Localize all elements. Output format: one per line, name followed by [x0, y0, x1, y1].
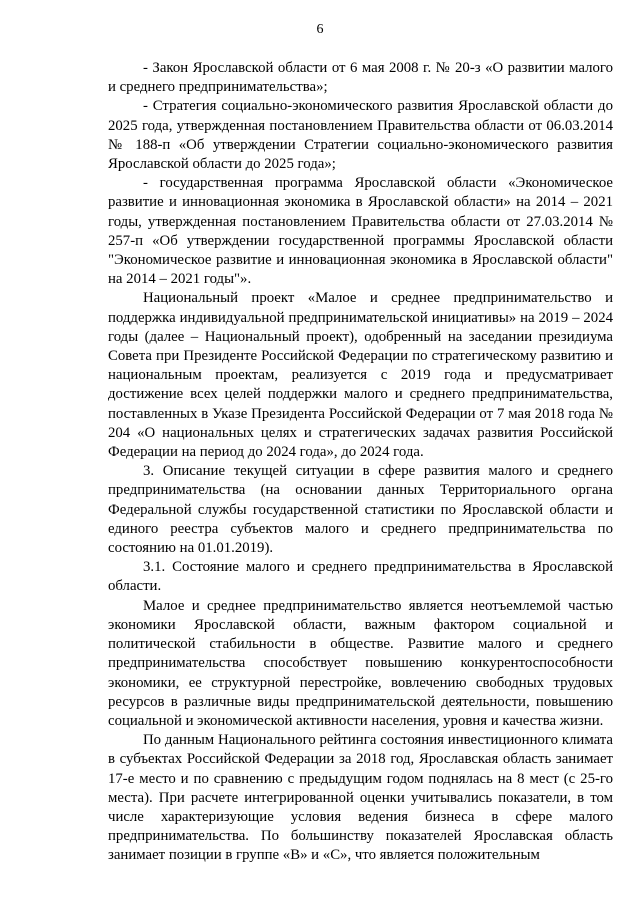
paragraph-sme-importance: Малое и среднее предпринимательство является неотъемлемой частью экономики Ярославской области, важным фактором социальной и политической стабильности в обществе. Развитие малого и среднего предпринимательства способствует повышению конкурентоспособности экономики, ее структурной перестройке, вовлечению свободных трудовых ресурсов в различные виды предпринимательской деятельности, повышению социальной и экономической активности населения, уровня и качества жизни.	[108, 597, 613, 729]
paragraph-strategy-reference: - Стратегия социально-экономического развития Ярославской области до 2025 года, утвержденная постановлением Правительства области от 06.03.2014 № 188-п «Об утверждении Стратегии социально-экономического развития Ярославской области до 2025 года»;	[108, 98, 613, 173]
page-number: 6	[316, 22, 324, 37]
paragraph-law-reference: - Закон Ярославской области от 6 мая 2008 г. № 20-з «О развитии малого и среднего предпринимательства»;	[108, 60, 613, 96]
section-heading-3-1: 3.1. Состояние малого и среднего предпринимательства в Ярославской области.	[108, 559, 613, 595]
document-body	[108, 59, 613, 866]
paragraph-state-program-reference: - государственная программа Ярославской области «Экономическое развитие и инновационная экономика в Ярославской области» на 2014 – 2021 годы, утвержденная постановлением Правительства области от 27.03.2014 № 257-п «Об утверждении государственной программы Ярославской области "Экономическое развитие и инновационная экономика в Ярославской области" на 2014 – 2021 годы"».	[108, 175, 613, 288]
paragraph-national-project: Национальный проект «Малое и среднее предпринимательство и поддержка индивидуальной предпринимательской инициативы» на 2019 – 2024 годы (далее – Национальный проект), одобренный на заседании президиума Совета при Президенте Российской Федерации по стратегическому развитию и национальным проектам, реализуется с 2019 года и предусматривает достижение всех целей поддержки малого и среднего предпринимательства, поставленных в Указе Президента Российской Федерации от 7 мая 2018 года № 204 «О национальных целях и стратегических задачах развития Российской Федерации на период до 2024 года», до 2024 года.	[108, 290, 613, 461]
section-heading-3: 3. Описание текущей ситуации в сфере развития малого и среднего предпринимательства (на основании данных Территориального органа Федеральной службы государственной статистики по Ярославской области и единого реестра субъектов малого и среднего предпринимательства по состоянию на 01.01.2019).	[108, 463, 613, 557]
paragraph-investment-rating: По данным Национального рейтинга состояния инвестиционного климата в субъектах Российской Федерации за 2018 год, Ярославская область занимает 17-е место и по сравнению с предыдущим годом поднялась на 8 мест (с 25-го места). При расчете интегрированной оценки учитывались показатели, в том числе характеризующие условия ведения бизнеса в сфере малого предпринимательства. По большинству показателей Ярославская область занимает позиции в группе «B» и «C», что является положительным	[108, 732, 613, 864]
